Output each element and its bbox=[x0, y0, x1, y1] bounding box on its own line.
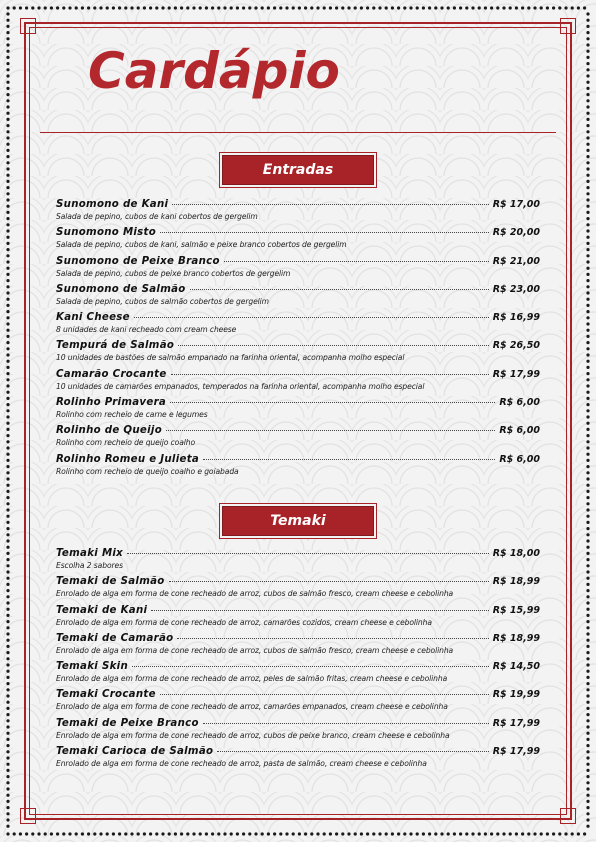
menu-item-description: Enrolado de alga em forma de cone recheado de arroz, cubos de salmão fresco, cream cheese e cebolinha bbox=[56, 645, 454, 655]
menu-item bbox=[56, 397, 540, 425]
menu-item-description: 10 unidades de camarões empanados, temperados na farinha oriental, acompanha molho especial bbox=[56, 381, 425, 391]
menu-item-name: Kani Cheese bbox=[56, 312, 130, 324]
menu-item-name: Rolinho de Queijo bbox=[56, 425, 163, 437]
menu-item-row bbox=[56, 746, 540, 758]
menu-item bbox=[56, 548, 540, 576]
menu-item-description: 10 unidades de bastões de salmão empanado na farinha oriental, acompanha molho especial bbox=[56, 353, 405, 363]
menu-item-name: Temaki Carioca de Salmão bbox=[56, 746, 214, 758]
menu-item-price: R$ 18,99 bbox=[492, 632, 540, 644]
menu-item-price: R$ 20,00 bbox=[492, 227, 540, 239]
menu-item-row bbox=[56, 576, 540, 588]
section-header-temaki: Temaki bbox=[222, 506, 374, 536]
menu-item-description: Salada de pepino, cubos de salmão cobertos de gergelim bbox=[56, 296, 269, 306]
dotted-leader bbox=[127, 553, 489, 554]
menu-item-name: Sunomono de Kani bbox=[56, 199, 169, 210]
menu-item-row bbox=[56, 689, 540, 701]
dotted-leader bbox=[224, 261, 489, 262]
menu-item-price: R$ 6,00 bbox=[499, 425, 540, 437]
menu-item-price: R$ 14,50 bbox=[492, 661, 540, 673]
corner-ornament-bottom-right bbox=[560, 808, 576, 824]
menu-item-name: Temaki Skin bbox=[56, 661, 129, 673]
menu-item-price: R$ 19,99 bbox=[492, 689, 540, 701]
dotted-leader bbox=[132, 666, 489, 667]
dotted-leader bbox=[178, 345, 489, 346]
menu-item-price: R$ 26,50 bbox=[492, 340, 540, 352]
menu-item-row bbox=[56, 454, 540, 466]
dotted-leader bbox=[190, 289, 489, 290]
menu-item bbox=[56, 661, 540, 689]
dotted-leader bbox=[172, 204, 488, 205]
menu-item-row bbox=[56, 284, 540, 296]
menu-item-name: Temaki de Salmão bbox=[56, 576, 165, 588]
dotted-leader bbox=[151, 610, 488, 611]
menu-item-name: Temaki de Peixe Branco bbox=[56, 717, 199, 729]
menu-item bbox=[56, 718, 540, 746]
dotted-leader bbox=[160, 694, 489, 695]
menu-item bbox=[56, 605, 540, 633]
page-title: Cardápio bbox=[88, 42, 340, 100]
dotted-leader bbox=[170, 402, 495, 403]
menu-item-price: R$ 23,00 bbox=[492, 283, 540, 295]
menu-item-description: Rolinho com recheio de queijo coalho e goiabada bbox=[56, 466, 239, 476]
menu-item-name: Camarão Crocante bbox=[56, 368, 167, 380]
menu-item-price: R$ 15,99 bbox=[492, 604, 540, 616]
menu-item-price: R$ 17,99 bbox=[492, 368, 540, 380]
menu-item-description: Rolinho com recheio de carne e legumes bbox=[56, 410, 208, 420]
menu-item-description: 8 unidades de kani recheado com cream cheese bbox=[56, 325, 237, 335]
menu-item-description: Enrolado de alga em forma de cone recheado de arroz, cubos de peixe branco, cream cheese e cebolinha bbox=[56, 730, 450, 740]
corner-ornament-top-left bbox=[20, 18, 36, 34]
section-header-entradas: Entradas bbox=[222, 155, 374, 185]
dotted-leader bbox=[134, 317, 489, 318]
menu-item bbox=[56, 454, 540, 482]
menu-item-row bbox=[56, 256, 540, 268]
menu-item bbox=[56, 227, 540, 255]
menu-item bbox=[56, 256, 540, 284]
menu-item-price: R$ 18,99 bbox=[492, 576, 540, 588]
menu-item-name: Tempurá de Salmão bbox=[56, 340, 175, 352]
menu-item-row bbox=[56, 661, 540, 673]
menu-item-row bbox=[56, 340, 540, 352]
menu-item-row bbox=[56, 227, 540, 239]
menu-item-name: Rolinho Primavera bbox=[56, 397, 167, 409]
menu-item-price: R$ 18,00 bbox=[492, 548, 540, 559]
menu-item-description: Salada de pepino, cubos de kani cobertos de gergelim bbox=[56, 212, 258, 221]
menu-item-name: Temaki Crocante bbox=[56, 689, 156, 701]
menu-item-name: Sunomono de Salmão bbox=[56, 283, 186, 295]
menu-item-description: Salada de pepino, cubos de peixe branco cobertos de gergelim bbox=[56, 268, 291, 278]
menu-item-description: Enrolado de alga em forma de cone recheado de arroz, pasta de salmão, cream cheese e cebolinha bbox=[56, 759, 427, 769]
menu-item-name: Sunomono de Peixe Branco bbox=[56, 255, 220, 267]
menu-item-description: Enrolado de alga em forma de cone recheado de arroz, camarões empanados, cream cheese e cebolinha bbox=[56, 702, 448, 712]
dotted-leader bbox=[177, 638, 488, 639]
menu-item bbox=[56, 199, 540, 227]
menu-item-description: Rolinho com recheio de queijo coalho bbox=[56, 438, 196, 448]
dotted-leader bbox=[160, 232, 489, 233]
menu-item-description: Enrolado de alga em forma de cone recheado de arroz, camarões cozidos, cream cheese e cebolinha bbox=[56, 617, 432, 627]
menu-item bbox=[56, 369, 540, 397]
dotted-leader bbox=[217, 751, 488, 752]
dotted-leader bbox=[166, 430, 495, 431]
menu-item-price: R$ 6,00 bbox=[499, 397, 540, 409]
menu-item bbox=[56, 746, 540, 774]
temaki-list bbox=[56, 548, 540, 774]
title-divider bbox=[40, 132, 556, 133]
menu-item-description: Salada de pepino, cubos de kani, salmão e peixe branco cobertos de gergelim bbox=[56, 240, 347, 250]
menu-item-row bbox=[56, 605, 540, 617]
menu-item-price: R$ 6,00 bbox=[499, 453, 540, 465]
menu-item-price: R$ 21,00 bbox=[492, 255, 540, 267]
menu-item bbox=[56, 633, 540, 661]
corner-ornament-bottom-left bbox=[20, 808, 36, 824]
menu-item-price: R$ 17,99 bbox=[492, 746, 540, 758]
menu-item-name: Temaki de Camarão bbox=[56, 632, 174, 644]
menu-item-name: Sunomono Misto bbox=[56, 227, 157, 239]
menu-item bbox=[56, 340, 540, 368]
dotted-leader bbox=[169, 581, 489, 582]
dotted-leader bbox=[171, 374, 489, 375]
menu-item-row bbox=[56, 369, 540, 381]
menu-item-description: Enrolado de alga em forma de cone recheado de arroz, cubos de salmão fresco, cream cheese e cebolinha bbox=[56, 589, 454, 599]
menu-item-name: Temaki Mix bbox=[56, 548, 124, 559]
menu-item-name: Temaki de Kani bbox=[56, 604, 148, 616]
menu-item-description: Escolha 2 sabores bbox=[56, 561, 123, 570]
menu-item-price: R$ 17,99 bbox=[492, 717, 540, 729]
dotted-leader bbox=[203, 459, 495, 460]
menu-item-description: Enrolado de alga em forma de cone recheado de arroz, peles de salmão fritas, cream cheese e cebolinha bbox=[56, 674, 448, 684]
menu-item-name: Rolinho Romeu e Julieta bbox=[56, 453, 200, 465]
menu-item-price: R$ 17,00 bbox=[492, 199, 540, 210]
menu-item-row bbox=[56, 548, 540, 560]
menu-item-row bbox=[56, 397, 540, 409]
menu-item bbox=[56, 576, 540, 604]
menu-item-price: R$ 16,99 bbox=[492, 312, 540, 324]
menu-item-row bbox=[56, 633, 540, 645]
menu-item bbox=[56, 425, 540, 453]
menu-item-row bbox=[56, 425, 540, 437]
menu-item-row bbox=[56, 718, 540, 730]
dotted-leader bbox=[203, 723, 489, 724]
corner-ornament-top-right bbox=[560, 18, 576, 34]
menu-item-row bbox=[56, 312, 540, 324]
menu-item-row bbox=[56, 199, 540, 211]
menu-item bbox=[56, 689, 540, 717]
entradas-list bbox=[56, 199, 540, 482]
menu-item bbox=[56, 312, 540, 340]
menu-item bbox=[56, 284, 540, 312]
